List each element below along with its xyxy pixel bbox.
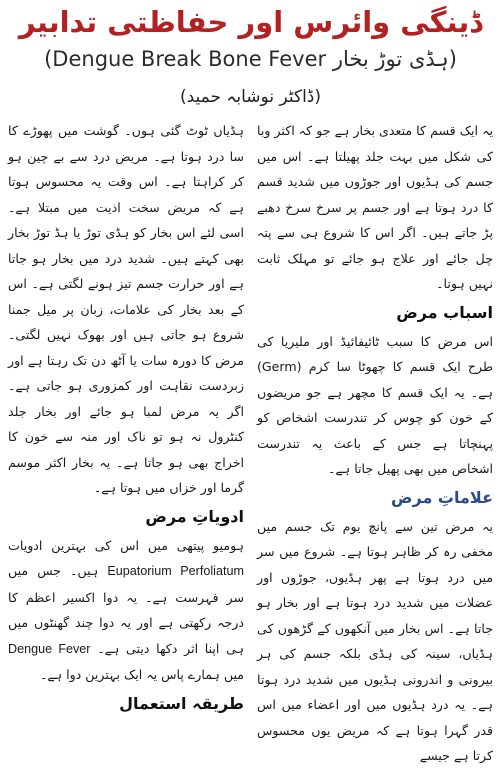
author-byline: (ڈاکٹر نوشابہ حمید) [180,87,321,107]
medicines-text-3: میں ہمارے پاس یہ ایک بہترین دوا ہے۔ [39,667,244,682]
causes-paragraph: اس مرض کا سبب ٹائیفائیڈ اور ملیریا کی طرح ایک قسم کا چھوٹا سا کرم (Germ) ہے۔ یہ ایک قسم کا مچھر ہے جو مریضوں کے خون کو چوس کر تندرست اشخاص کو پہنچاتا ہے جس کے باعث یہ تندرست اشخاص میں بھی پھیل جاتا ہے۔ [257,333,493,476]
page-title: ڈینگی وائرس اور حفاظتی تدابیر [18,5,483,39]
intro-paragraph: یہ ایک قسم کا متعدی بخار ہے جو کہ اکثر وبا کی شکل میں بہت جلد پھیلتا ہے۔ اس میں جسم کی ہڈیوں اور جوڑوں میں شدید قسم کا درد ہوتا ہے اور جسم پر سرخ سرخ دھبے پڑ جاتے ہیں۔ اگر اس کا شروع ہی سے پتہ چل جائے اور علاج ہو جائے تو مہلک ثابت نہیں ہوتا۔ [257,123,493,291]
medicines-text-2: ہیں۔ جس میں سر فہرست ہے۔ یہ دوا اکسیر اعظم کا درجہ رکھتی ہے اور یہ دوا چند گھنٹوں میں ہی اپنا اثر دکھا دیتی ہے۔ [8,563,244,656]
dengue-fever-latin: Dengue Fever [8,641,91,656]
left-column [8,118,244,743]
right-column [257,118,493,763]
medicines-paragraph [8,533,244,688]
medicines-heading: ادویاتِ مرض [145,506,244,526]
symptoms-paragraph: یہ مرض تین سے پانچ یوم تک جسم میں مخفی رہ کر ظاہر ہوتا ہے۔ شروع میں سر میں درد ہوتا ہے پھر ہڈیوں، جوڑوں اور عضلات میں شدید درد ہوتا ہے اور بخار ہو جاتا ہے۔ اس بخار میں آنکھوں کے گڑھوں کی ہڈیاں، سینہ کی ہڈی بلکہ جسم کی ہر بیرونی و اندرونی ہڈیوں میں شدید درد ہوتا ہے۔ یہ درد ہڈیوں میں اور اعضاء میں اس قدر گہرا ہوتا ہے کہ مریض یوں محسوس کرتا ہے جیسے [257,518,493,763]
symptoms-heading: علاماتِ مرض [390,487,493,507]
usage-heading: طریقہ استعمال [119,693,244,713]
page-subtitle: (ہڈی توڑ بخار Dengue Break Bone Fever) [44,47,457,71]
causes-heading: اسباب مرض [396,302,493,322]
medicine-name-latin: Eupatorium Perfoliatum [107,564,244,578]
continued-paragraph: ہڈیاں ٹوٹ گئی ہوں۔ گوشت میں پھوڑے کا سا درد ہوتا ہے۔ مریض درد سے بے چین ہو کر کراہتا ہے۔ اس وقت یہ محسوس ہوتا ہے کہ مریض سخت اذیت میں مبتلا ہے۔ اسی لئے اس بخار کو ہڈی توڑ یا ہڈ توڑ بخار بھی کہتے ہیں۔ شدید درد میں بخار ہو جاتا ہے اور حرارت جسم تیز ہونے لگتی ہے۔ اس کے بعد بخار کی علامات، زبان پر میل جمنا شروع ہو جاتی ہیں اور بھوک نہیں لگتی۔ مرض کا دورہ سات یا آٹھ دن تک رہتا ہے اور زبردست نقاہت اور کمزوری ہو جاتی ہے۔ اگر یہ مرض لمبا ہو جائے اور بخار جلد کنٹرول نہ ہو تو ناک اور منہ سے خون کا اخراج بھی ہو جاتا ہے۔ یہ بخار اکثر موسم گرما اور خزاں میں ہوتا ہے۔ [8,123,244,495]
medicines-text-1: ہومیو پیتھی میں اس کی بہترین ادویات [8,537,244,553]
